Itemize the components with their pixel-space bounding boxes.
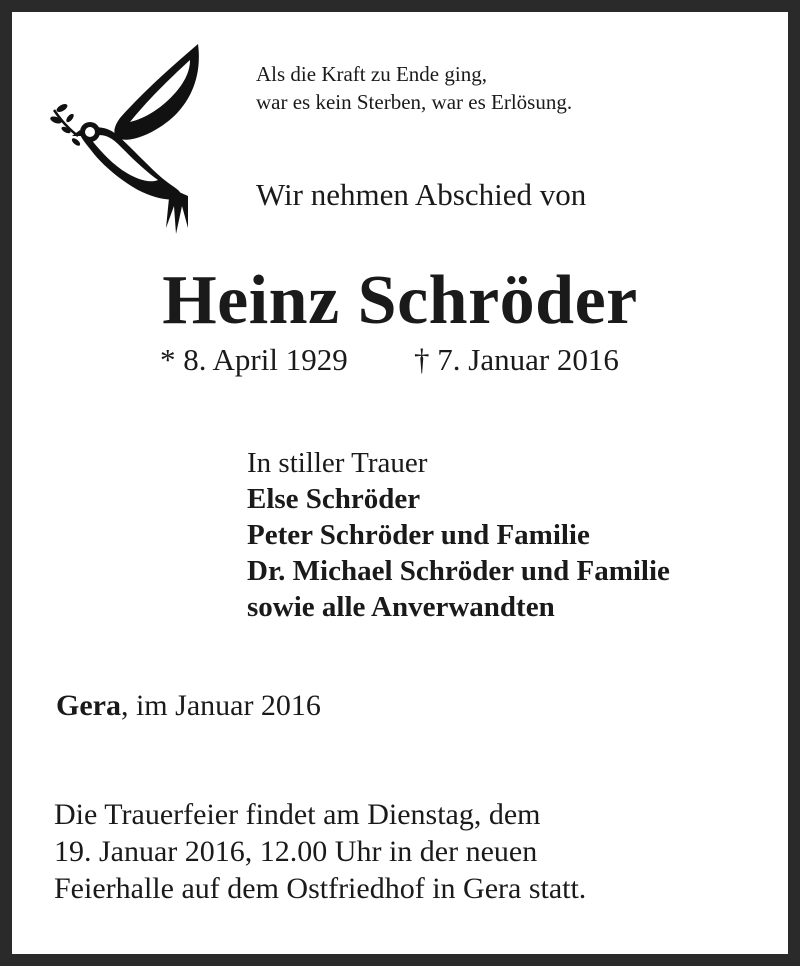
place-date-rest: , im Januar 2016 <box>120 689 321 722</box>
funeral-line: Die Trauerfeier findet am Dienstag, dem <box>54 798 541 831</box>
funeral-line: Feierhalle auf dem Ostfriedhof in Gera statt. <box>54 872 587 905</box>
funeral-line: 19. Januar 2016, 12.00 Uhr in der neuen <box>54 835 538 868</box>
place-city: Gera <box>56 689 121 722</box>
mourner-name: Else Schröder <box>247 483 421 515</box>
motto <box>256 60 572 116</box>
deceased-name: Heinz Schröder <box>162 262 638 339</box>
birth-date: * 8. April 1929 <box>160 342 348 377</box>
mourners-block <box>247 445 670 625</box>
place-date <box>56 689 321 723</box>
mourner-name: Peter Schröder und Familie <box>247 519 590 551</box>
funeral-notice <box>54 796 586 907</box>
mourner-name: sowie alle Anverwandten <box>247 591 555 623</box>
motto-line-1: Als die Kraft zu Ende ging, <box>256 62 487 86</box>
dove-icon <box>50 38 210 238</box>
death-date: † 7. Januar 2016 <box>414 342 619 377</box>
mourners-heading: In stiller Trauer <box>247 447 428 479</box>
mourner-name: Dr. Michael Schröder und Familie <box>247 555 670 587</box>
intro-text: Wir nehmen Abschied von <box>256 177 587 212</box>
motto-line-2: war es kein Sterben, war es Erlösung. <box>256 90 573 114</box>
